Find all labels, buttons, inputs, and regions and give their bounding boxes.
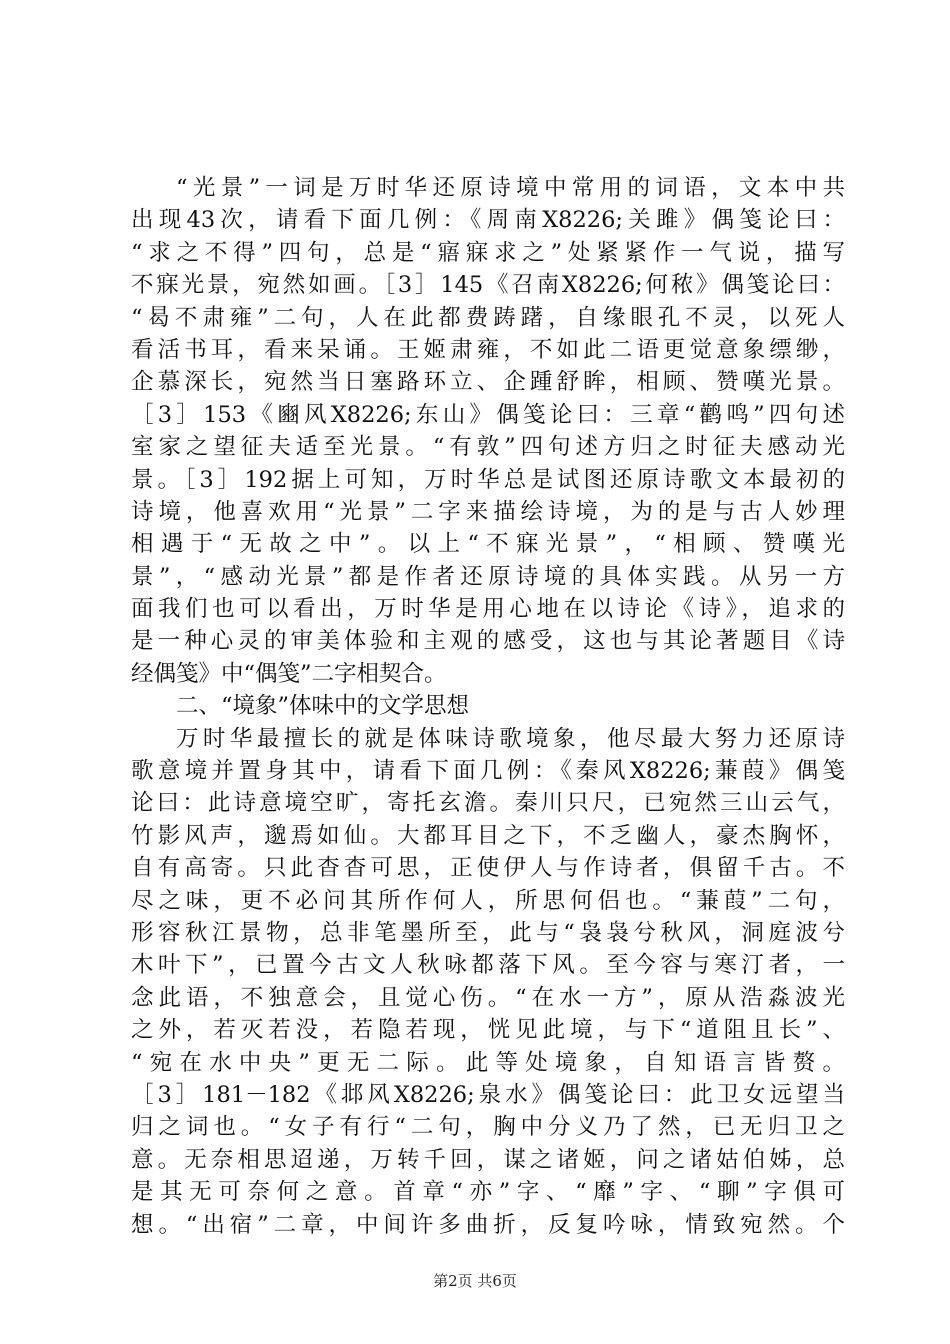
- text-line: 尽之味，更不必问其所作何人，所思何侣也。“蒹葭”二句，: [131, 887, 845, 914]
- text-line: 室家之望征夫适至光景。“有敦”四句述方归之时征夫感动光: [131, 434, 845, 461]
- text-line: 归之词也。“女子有行“二句，胸中分义乃了然，已无归卫之: [131, 1114, 845, 1141]
- text-line: 形容秋江景物，总非笔墨所至，此与“袅袅兮秋风，洞庭波兮: [131, 919, 845, 946]
- text-line: 是其无可奈何之意。首章“亦”字、“靡”字、“聊”字俱可: [131, 1179, 845, 1206]
- text-line: 木叶下”，已置今古文人秋咏都落下风。至今容与寒汀者，一: [131, 952, 845, 979]
- text-line: 企慕深长，宛然当日塞路环立、企踵舒眸，相顾、赞嘆光景。: [131, 369, 845, 396]
- text-line: 相遇于“无故之中”。以上“不寐光景”，“相顾、赞嘆光: [131, 531, 845, 558]
- text-line: “曷不肃雍”二句，人在此都费踌躇，自缘眼孔不灵，以死人: [131, 304, 845, 331]
- text-line: ［3］153《豳风X8226;东山》偶笺论曰：三章“鹳鸣”四句述: [131, 401, 845, 428]
- text-line: 念此语，不独意会，且觉心伤。“在水一方”，原从浩淼波光: [131, 984, 845, 1011]
- text-line: 面我们也可以看出，万时华是用心地在以诗论《诗》，追求的: [131, 596, 845, 623]
- page-number-footer: 第2页 共6页: [433, 1272, 517, 1290]
- body-text: [131, 172, 845, 1241]
- text-line: “求之不得”四句，总是“寤寐求之”处紧紧作一气说，描写: [131, 239, 845, 266]
- text-line: 论曰：此诗意境空旷，寄托玄澹。秦川只尺，已宛然三山云气，: [131, 790, 845, 817]
- text-line: 是一种心灵的审美体验和主观的感受，这也与其论著题目《诗: [131, 628, 845, 655]
- text-line: 之外，若灭若没，若隐若现，恍见此境，与下“道阻且长”、: [131, 1017, 845, 1044]
- section-heading: 二、“境象”体味中的文学思想: [176, 693, 470, 720]
- text-line: 不寐光景，宛然如画。［3］145《召南X8226;何秾》偶笺论曰：: [131, 272, 845, 299]
- text-line: 意。无奈相思迢递，万转千回，谋之诸姬，问之诸姑伯姊，总: [131, 1146, 845, 1173]
- text-line: ［3］181－182《邶风X8226;泉水》偶笺论曰：此卫女远望当: [131, 1081, 845, 1108]
- text-line: 景。［3］192据上可知，万时华总是试图还原诗歌文本最初的: [131, 466, 845, 493]
- text-line: 想。“出宿”二章，中间许多曲折，反复吟咏，情致宛然。个: [131, 1211, 845, 1238]
- text-line: 出现43次，请看下面几例：《周南X8226;关雎》偶笺论曰：: [131, 207, 845, 234]
- text-line: “宛在水中央”更无二际。此等处境象，自知语言皆赘。: [131, 1049, 845, 1076]
- text-line: 自有高寄。只此杳杳可思，正使伊人与作诗者，俱留千古。不: [131, 855, 845, 882]
- text-line: 景”，“感动光景”都是作者还原诗境的具体实践。从另一方: [131, 563, 845, 590]
- text-line: 歌意境并置身其中，请看下面几例：《秦风X8226;蒹葭》偶笺: [131, 758, 845, 785]
- text-line: 诗境，他喜欢用“光景”二字来描绘诗境，为的是与古人妙理: [131, 498, 845, 525]
- text-line: 看活书耳，看来呆诵。王姬肃雍，不如此二语更觉意象缥缈，: [131, 336, 845, 363]
- text-line: “光景”一词是万时华还原诗境中常用的词语，文本中共: [176, 175, 845, 201]
- text-line: 经偶笺》中“偶笺”二字相契合。: [131, 660, 447, 687]
- text-line: 竹影风声，邈焉如仙。大都耳目之下，不乏幽人，豪杰胸怀，: [131, 822, 845, 849]
- text-line: 万时华最擅长的就是体味诗歌境象，他尽最大努力还原诗: [176, 725, 845, 752]
